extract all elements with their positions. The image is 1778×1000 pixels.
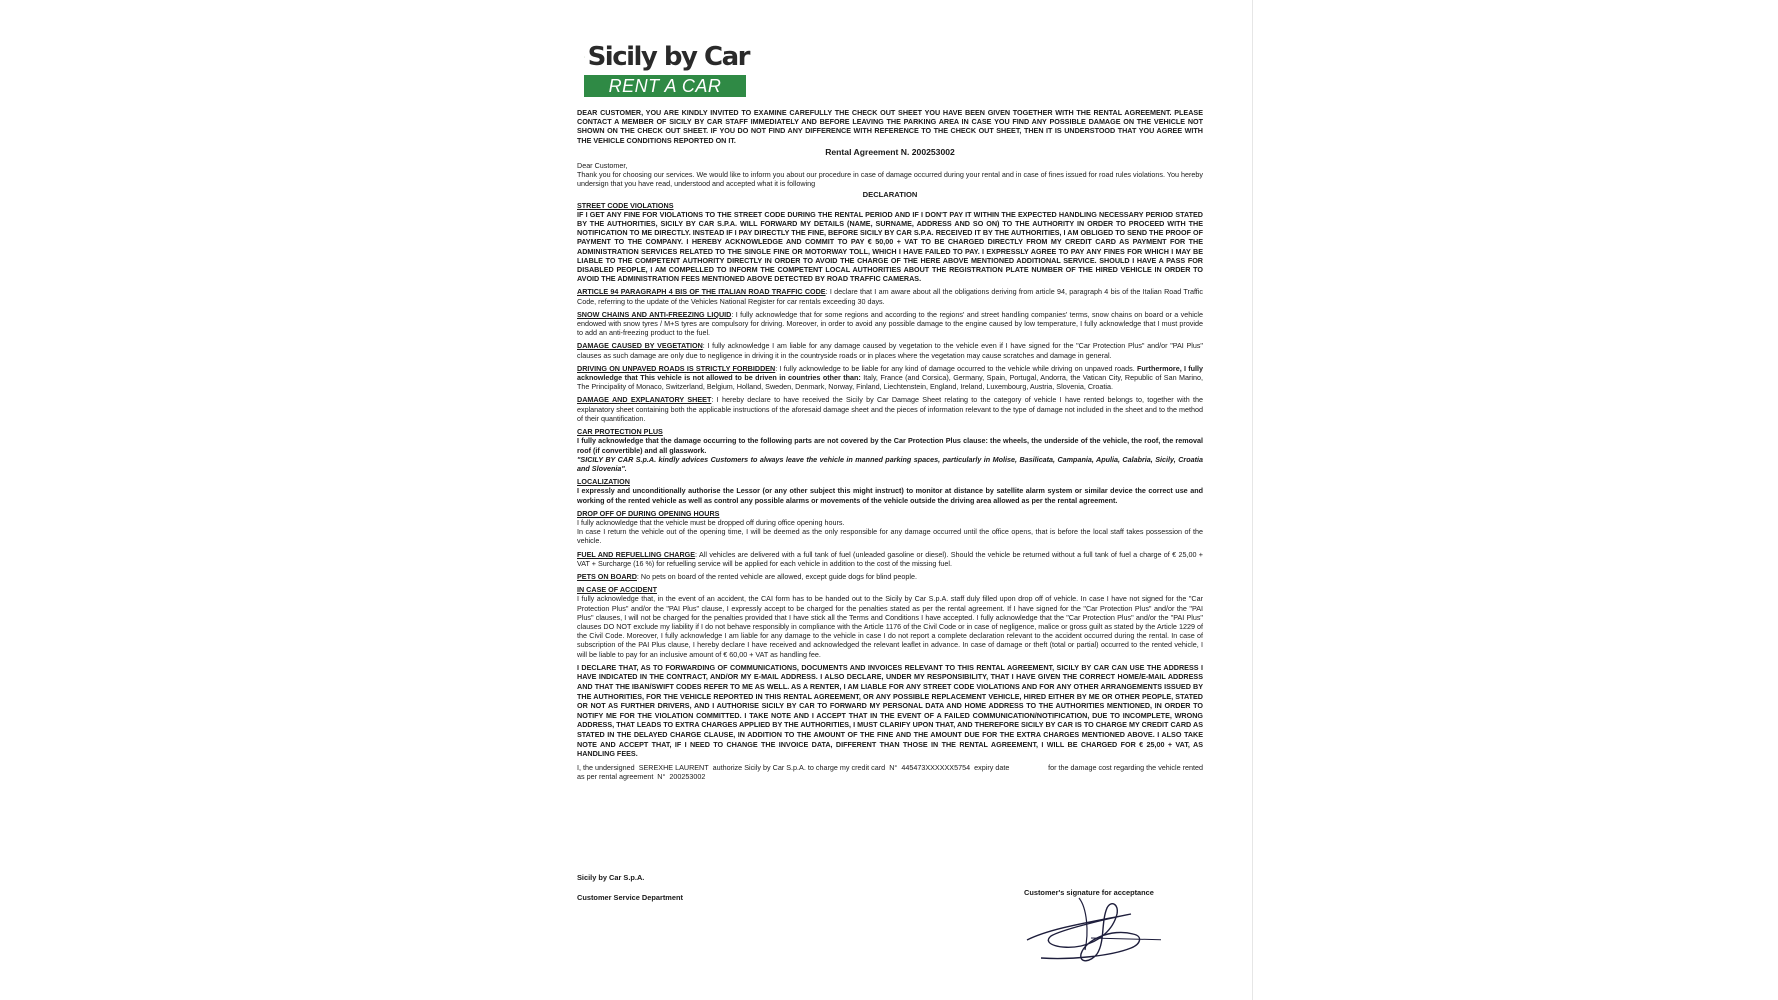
- section-text: IF I GET ANY FINE FOR VIOLATIONS TO THE STREET CODE DURING THE RENTAL PERIOD AND IF I DON'T PAY IT WITHIN THE EXPECTED HANDLING NECESSARY PERIOD STATED BY THE AUTHORITIES, SICILY BY CAR S.P.A. WILL FORWARD MY DETAILS (NAME, SURNAME, ADDRESS AND SO ON) TO THE AUTHORITY IN ORDER TO PROCEED WITH THE NOTIFICATION TO ME DIRECTLY. INSTEAD IF I PAY DIRECTLY THE FINE, BEFORE SICILY BY CAR S.P.A. RECEIVED IT BY THE AUTHORITIES, I AM OBLIGED TO SEND THE PROOF OF PAYMENT TO THE COMPANY. I HEREBY ACKNOWLEDGE AND COMMIT TO PAY € 50,00 + VAT TO BE CHARGED DIRECTLY FROM MY CREDIT CARD AS PAYMENT FOR THE ADMINISTRATION SERVICES RELATED TO THE SINGLE FINE OR MOTORWAY TOLL, WHICH I HAVE FAILED TO PAY. I EXPRESSLY AGREE TO PAY ANY FINES FOR WHICH I MAY BE LIABLE TO THE COMPETENT AUTHORITY DIRECTLY IN ORDER TO AVOID THE CHARGE OF THE HERE ABOVE MENTIONED ADDITIONAL SERVICE. SHOULD I HAVE A PASS FOR DISABLED PEOPLE, I AM COMPELLED TO INFORM THE COMPETENT LOCAL AUTHORITIES ABOUT THE REGISTRATION PLATE NUMBER OF THE HIRED VEHICLE IN ORDER TO AVOID THE ADMINISTRATION FEES MENTIONED ABOVE DETECTED BY ROAD TRAFFIC CAMERAS.: [577, 209, 1203, 284]
- section-heading: ARTICLE 94 PARAGRAPH 4 BIS OF THE ITALIAN ROAD TRAFFIC CODE: [577, 287, 826, 297]
- section-heading: SNOW CHAINS AND ANTI-FREEZING LIQUID: [577, 309, 732, 319]
- section-unpaved: [577, 364, 1203, 392]
- company-logo: [584, 42, 749, 100]
- intro-paragraph: DEAR CUSTOMER, YOU ARE KINDLY INVITED TO EXAMINE CAREFULLY THE CHECK OUT SHEET YOU HAVE BEEN GIVEN TOGETHER WITH THE RENTAL AGREEMENT. PLEASE CONTACT A MEMBER OF SICILY BY CAR STAFF IMMEDIATELY AND BEFORE LEAVING THE PARKING AREA IN CASE YOU FIND ANY POSSIBLE DAMAGE ON THE VEHICLE NOT SHOWN ON THE CHECK OUT SHEET. IF YOU DO NOT FIND ANY DIFFERENCE WITH REFERENCE TO THE CHECK OUT SHEET, THEN IT IS UNDERSTOOD THAT YOU AGREE WITH THE VEHICLE CONDITIONS REPORTED ON IT.: [577, 108, 1203, 145]
- section-street-code: [577, 201, 1203, 284]
- agreement-title: Rental Agreement N. 200253002: [825, 146, 955, 157]
- section-heading: STREET CODE VIOLATIONS: [577, 200, 674, 210]
- section-vegetation: [577, 341, 1203, 359]
- section-heading: DRIVING ON UNPAVED ROADS IS STRICTLY FORBIDDEN: [577, 363, 776, 373]
- document-page: [573, 28, 1209, 988]
- declaration-title: DECLARATION: [862, 190, 918, 200]
- section-text: : I declare that I am aware about all the obligations deriving from article 94, paragraph 4 bis of the Italian Road Traffic Code, referring to the update of the Vehicles National Register for car rentals exceeding 30 days.: [577, 287, 1203, 306]
- footer-company-name: Sicily by Car S.p.A.: [577, 873, 645, 882]
- section-car-protection: [577, 427, 1203, 473]
- section-heading: PETS ON BOARD: [577, 571, 637, 581]
- section-text: : All vehicles are delivered with a full tank of fuel (unleaded gasoline or diesel). Should the vehicle be returned without a full tank of fuel a charge of € 25,00 + VAT + Surcharge (16 %) for refuelling service will be applied for each vehicle in addition to the cost of the missing fuel.: [577, 549, 1204, 568]
- document-body: [577, 108, 1203, 783]
- section-heading: DAMAGE CAUSED BY VEGETATION: [577, 341, 703, 351]
- section-snow-chains: [577, 310, 1203, 338]
- section-advice: "SICILY BY CAR S.p.A. kindly advices Customers to always leave the vehicle in manned parking spaces, particularly in Molise, Basilicata, Campania, Apulia, Calabria, Sicily, Croatia and Slovenia".: [577, 454, 1203, 473]
- section-article94: [577, 287, 1203, 305]
- section-text: I fully acknowledge that the damage occurring to the following parts are not covered by the Car Protection Plus clause: the wheels, the underside of the vehicle, the roof, the removal roof (if convertible) and all glasswork.: [577, 436, 1203, 455]
- section-text: In case I return the vehicle out of the opening time, I will be deemed as the only responsible for any damage occurred until the office opens, that is before the local staff takes possession of the vehicle.: [577, 527, 1203, 546]
- brand-tagline: RENT A CAR: [584, 75, 746, 97]
- authorization-paragraph: I, the undersigned SEREXHE LAURENT authorize Sicily by Car S.p.A. to charge my credit card N° 445473XXXXXX5754 expiry date for the damage cost regarding the vehicle rented as per rental agreement N° 200253002: [577, 762, 1205, 781]
- section-heading: LOCALIZATION: [577, 477, 630, 487]
- footer-company: [577, 873, 683, 913]
- brand-mark-icon: [584, 45, 585, 69]
- section-text: : I fully acknowledge I am liable for any damage caused by vegetation to the vehicle even if I have signed for the "Car Protection Plus" and/or "PAI Plus" clauses as such damage are only due to negligence in driving it in the countryside roads or in places where the vegetation may cause scratches and damage in general.: [577, 341, 1203, 360]
- section-accident: [577, 585, 1203, 659]
- section-damage-sheet: [577, 395, 1203, 423]
- communications-paragraph: I DECLARE THAT, AS TO FORWARDING OF COMMUNICATIONS, DOCUMENTS AND INVOICES RELEVANT TO THIS RENTAL AGREEMENT, SICILY BY CAR CAN USE THE ADDRESS I HAVE INDICATED IN THE CONTRACT, AND/OR MY E-MAIL ADDRESS. I ALSO DECLARE, UNDER MY RESPONSIBILITY, THAT I HAVE GIVEN THE CORRECT HOME/E-MAIL ADDRESS AND THAT THE IBAN/SWIFT CODES REFER TO ME AS WELL. AS A RENTER, I AM LIABLE FOR ANY STREET CODE VIOLATIONS AND FOR ANY OTHER ARRANGEMENTS ISSUED BY THE AUTHORITIES, FOR THE VEHICLE REPORTED IN THIS RENTAL AGREEMENT, OR ANY POSSIBLE REPLACEMENT VEHICLE, HIRED EITHER BY ME OR OTHER PEOPLE, STATED OR NOT AS FURTHER DRIVERS, AND I AUTHORISE SICILY BY CAR TO FORWARD MY PERSONAL DATA AND HOME ADDRESS TO THE AUTHORITIES MENTIONED, IN ORDER TO NOTIFY ME FOR THE VIOLATION COMMITTED. I TAKE NOTE AND I ACCEPT THAT IN THE EVENT OF A FAILED COMMUNICATION/NOTIFICATION, DUE TO INCOMPLETE, WRONG ADDRESS, THAT LEADS TO EXTRA CHARGES APPLIED BY THE AUTHORITIES, I MUST CLARIFY UPON THAT, AND THEREFORE SICILY BY CAR IS TO CHARGE MY CREDIT CARD AS STATED IN THE DELAYED CHARGE CLAUSE, IN ADDITION TO THE AMOUNT OF THE FINE AND THE AMOUNT DUE FOR THE EXTRA CHARGES MENTIONED ABOVE. I ALSO TAKE NOTE AND ACCEPT THAT, IF I NEED TO CHANGE THE INVOICE DATA, DIFFERENT THAN THOSE IN THE RENTAL AGREEMENT, I WILL BE CHARGED FOR € 25,00 + VAT, AS HANDLING FEES.: [577, 662, 1203, 759]
- countries-list: Italy, France (and Corsica), Germany, Spain, Portugal, Andorra, the Vatican City, Republic of San Marino, The Principality of Monaco, Switzerland, Belgium, Holland, Sweden, Denmark, Norway, Finland, Liechtenstein, England, Ireland, Luxembourg, Austria, Slovenia, Croatia.: [577, 373, 1203, 392]
- section-text-bold: Furthermore, I fully acknowledge that This vehicle is not allowed to be driven in countries other than:: [577, 363, 1204, 383]
- section-text: I fully acknowledge that the vehicle must be dropped off during office opening hours.: [577, 517, 845, 527]
- section-heading: IN CASE OF ACCIDENT: [577, 585, 657, 595]
- section-heading: CAR PROTECTION PLUS: [577, 427, 663, 437]
- brand-name: Sicily by Car: [587, 42, 749, 72]
- section-drop-off: [577, 509, 1203, 546]
- section-text: : No pets on board of the rented vehicle are allowed, except guide dogs for blind people.: [636, 571, 918, 581]
- footer-department: Customer Service Department: [577, 893, 683, 902]
- section-text: I fully acknowledge that, in the event of an accident, the CAI form has to be handed out to the Sicily by Car S.p.A. staff duly filled upon drop off of vehicle. In case I have not signed for the "Car Protection Plus" and/or the "PAI Plus" clause, I expressly accept to be charged for the penalties stated as per the rental agreement. If I have signed for the "Car Protection Plus" and/or the "PAI Plus" clauses, I will not be charged for the penalties provided that I have stick all the Terms and Conditions I have accepted. I fully acknowledge that the "Car Protection Plus" and/or the "PAI Plus" clauses DO NOT exclude my liability if I do not behave responsibly in compliance with the Article 1176 of the Civil Code or in case of negligence, malice or gross guilt as stated by the Article 1229 of the Civil Code. Moreover, I fully acknowledge I am liable for any damage to the vehicle in case I do not report a complete declaration relevant to the accident occurred during the rental. In case of subscription of the PAI Plus clause, I hereby declare I have received and acknowledged the relevant leaflet in advance. In case of damage or theft (total or partial) occurred to the rented vehicle, I will be liable to pay for an inclusive amount of € 60,00 + VAT as handling fee.: [577, 594, 1203, 659]
- section-localization: [577, 477, 1203, 505]
- section-fuel: [577, 550, 1203, 568]
- viewer-divider: [1252, 0, 1253, 1000]
- section-heading: DAMAGE AND EXPLANATORY SHEET: [577, 395, 712, 405]
- greeting: Dear Customer,: [577, 160, 628, 170]
- greeting-body: Thank you for choosing our services. We would like to inform you about our procedure in case of damage occurred during your rental and in case of fines issued for road rules violations. You hereby undersign that you have read, understood and accepted what it is following: [577, 170, 1203, 189]
- section-text: : I hereby declare to have received the Sicily by Car Damage Sheet relating to the category of vehicle I have rented belongs to, together with the explanatory sheet containing both the applicable instructions of the aforesaid damage sheet and the pieces of information relevant to the type of damage not included in the sheet and to the method of their quantification.: [577, 395, 1204, 423]
- section-pets: [577, 572, 1203, 581]
- brand-row: [584, 42, 749, 72]
- customer-signature: [1021, 878, 1161, 968]
- section-text: : I fully acknowledge that for some regions and according to the regions' and street handling companies' terms, snow chains on board or a vehicle endowed with snow tyres / M+S tyres are compulsory for driving. Moreover, in order to avoid any possible damage to the engine caused by low temperature, I fully acknowledge that I must provide to add an anti-freezing product to the fuel.: [577, 309, 1203, 338]
- section-heading: FUEL AND REFUELLING CHARGE: [577, 549, 696, 559]
- section-text: I expressly and unconditionally authorise the Lessor (or any other subject this might instruct) to monitor at distance by satellite alarm system or similar device the correct use and working of the rented vehicle as well as control any possible alarms or movements of the vehicle outside the driving area allowed as per the rental agreement.: [577, 486, 1203, 505]
- section-heading: DROP OFF OF DURING OPENING HOURS: [577, 508, 720, 518]
- section-text: : I fully acknowledge to be liable for any kind of damage occurred to the vehicle while driving on unpaved roads.: [775, 363, 1135, 373]
- acceptance-label: Customer's signature for acceptance: [1024, 888, 1154, 897]
